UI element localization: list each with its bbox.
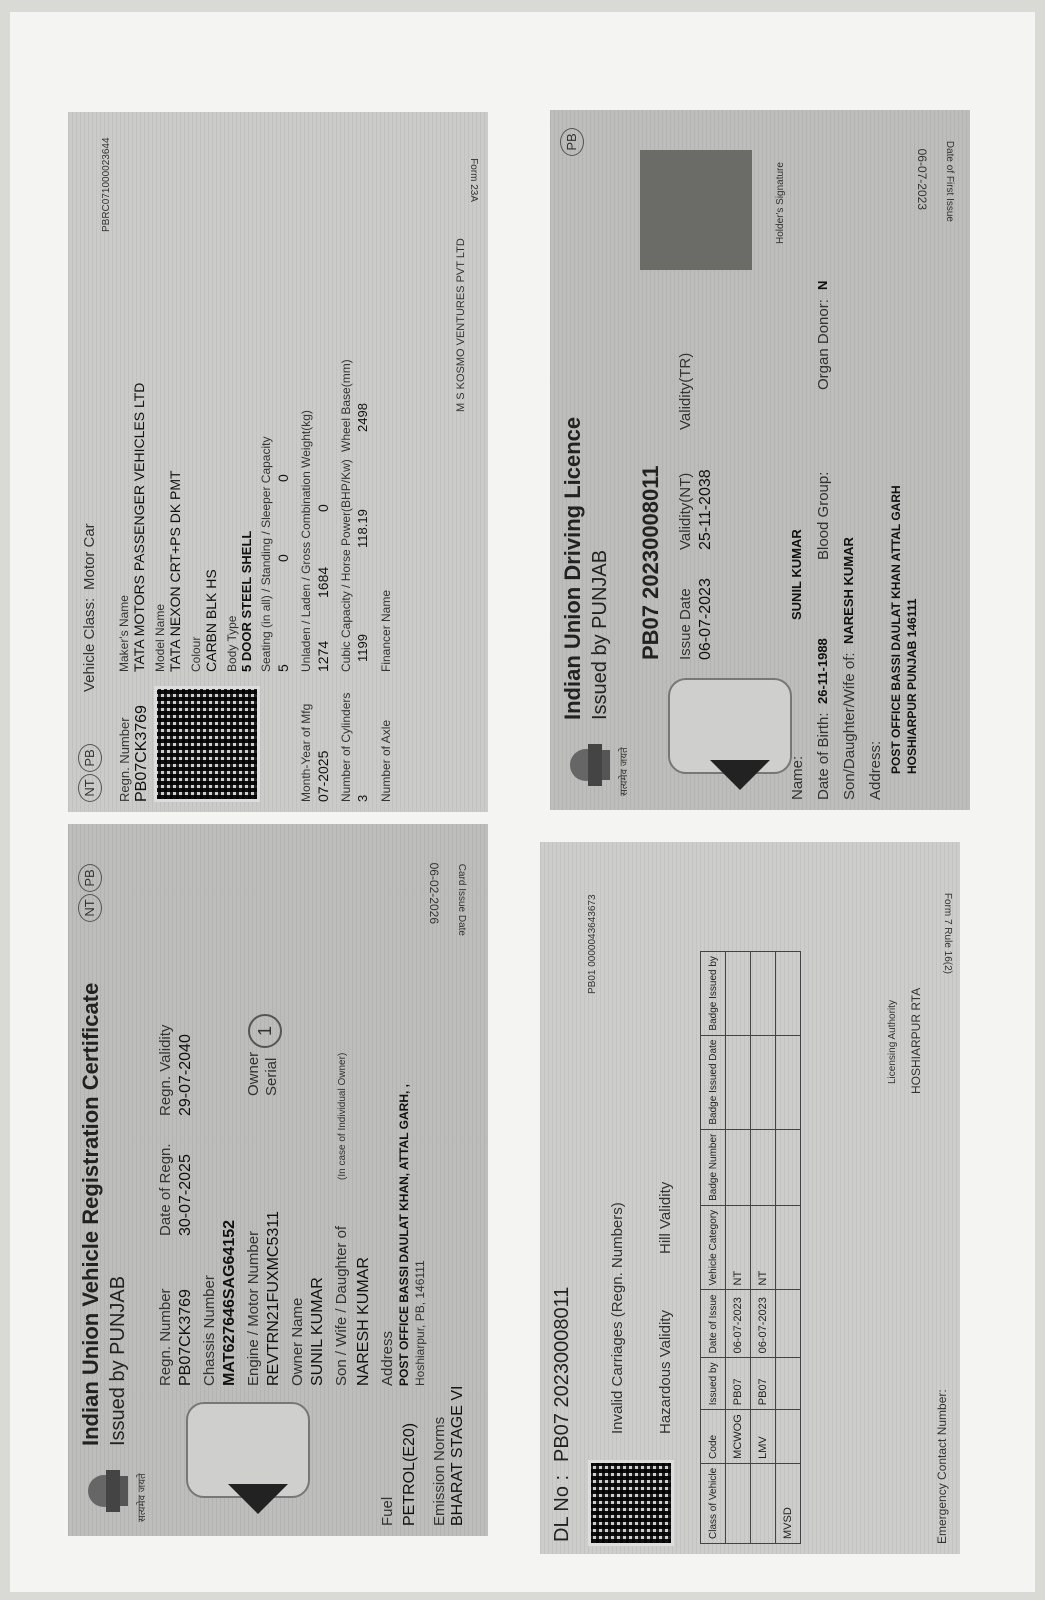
emission-norms: BHARAT STAGE VI xyxy=(449,1385,466,1526)
dl-issued-by: Issued by PUNJAB xyxy=(589,549,611,720)
holder-name: SUNIL KUMAR xyxy=(789,529,804,620)
qr-code xyxy=(154,686,260,802)
card-issue-date: 06-02-2026 xyxy=(427,862,441,924)
standing: 0 xyxy=(275,554,291,562)
owner-serial: 1 xyxy=(248,1014,282,1048)
seating-label: Seating (in all) / Standing / Sleeper Capacity xyxy=(259,436,273,672)
seating: 5 xyxy=(275,664,291,672)
dl-no: PB07 20230008011 xyxy=(551,1286,573,1462)
blood-group-label: Blood Group: xyxy=(815,471,832,560)
rc-front-card xyxy=(68,824,488,1536)
chassis-label: Chassis Number xyxy=(201,1275,218,1386)
fuel-label: Fuel xyxy=(379,1496,396,1526)
dob-label: Date of Birth: xyxy=(815,712,832,800)
col-issued-by: Issued by xyxy=(701,1358,726,1410)
rc-issued-by: Issued by PUNJAB xyxy=(107,1275,129,1446)
body-type: 5 DOOR STEEL SHELL xyxy=(239,530,254,672)
form-label: Form 7 Rule 16(2) xyxy=(942,892,953,974)
unladen-weight: 1274 xyxy=(315,640,331,672)
col-badge-issued-date: Badge Issued Date xyxy=(701,1035,726,1129)
dl-front-card xyxy=(550,110,970,810)
col-badge-issued-by: Badge Issued by xyxy=(701,952,726,1036)
issue-date: 06-07-2023 xyxy=(697,578,714,660)
triangle-mark-icon xyxy=(710,760,770,790)
address-line-2: Hoshiarpur, PB, 146111 xyxy=(413,1260,427,1386)
emergency-contact-label: Emergency Contact Number: xyxy=(935,1389,949,1544)
first-issue-date-label: Date of First Issue xyxy=(944,140,955,222)
date-of-regn: 30-07-2025 xyxy=(177,1154,194,1236)
serial-code: PB01 0000043643673 xyxy=(587,894,598,994)
card-issue-date-label: Card Issue Date xyxy=(456,863,467,936)
model-label: Model Name xyxy=(153,603,167,672)
address-label: Address xyxy=(379,1330,396,1386)
laden-weight: 1684 xyxy=(315,566,331,598)
vehicle-class-table xyxy=(700,951,801,1544)
table-row: MVSD xyxy=(776,952,801,1544)
regn-number: PB07CK3769 xyxy=(133,705,150,802)
wheelbase: 2498 xyxy=(355,403,370,432)
relation-label: Son/Daughter/Wife of: xyxy=(841,652,858,800)
address-line-2: HOSHIARPUR PUNJAB 146111 xyxy=(905,598,919,774)
weight-label: Unladen / Laden / Gross Combination Weight(kg) xyxy=(299,410,313,672)
regn-validity: 29-07-2040 xyxy=(177,1034,194,1116)
issue-date-label: Issue Date xyxy=(677,588,694,660)
colour: CARBN BLK HS xyxy=(203,569,219,672)
rc-title: Indian Union Vehicle Registration Certificate xyxy=(78,982,103,1446)
dob: 26-11-1988 xyxy=(815,638,830,704)
maker-label: Maker's Name xyxy=(117,595,131,672)
authority-label: Licensing Authority xyxy=(887,1000,898,1084)
authority: HOSHIARPUR RTA xyxy=(909,987,923,1094)
serial-code: PBRC071000023644 xyxy=(101,137,112,232)
name-label: Name: xyxy=(789,755,806,800)
validity-tr-label: Validity(TR) xyxy=(677,352,694,430)
nt-badge: NT xyxy=(78,894,102,922)
mfg-label: Month-Year of Mfg xyxy=(299,703,313,802)
cylinders-label: Number of Cylinders xyxy=(339,692,353,802)
dl-back-card xyxy=(540,842,960,1554)
hill-validity-label: Hill Validity xyxy=(657,1181,674,1254)
col-badge-number: Badge Number xyxy=(701,1129,726,1205)
body-type-label: Body Type xyxy=(225,615,239,672)
cc-label: Cubic Capacity / Horse Power(BHP/Kw) xyxy=(339,459,353,672)
dl-title: Indian Union Driving Licence xyxy=(560,416,585,720)
triangle-mark-icon xyxy=(228,1484,288,1514)
financer-label: Financer Name xyxy=(379,589,393,672)
cylinders: 3 xyxy=(355,794,370,802)
organ-donor: N xyxy=(815,280,830,290)
vehicle-class-label: Vehicle Class: xyxy=(81,597,98,692)
hazardous-validity-label: Hazardous Validity xyxy=(657,1310,674,1434)
owner-name: SUNIL KUMAR xyxy=(309,1277,326,1386)
model-name: TATA NEXON CRT+PS DK PMT xyxy=(167,470,183,672)
emission-label: Emission Norms xyxy=(431,1416,448,1526)
col-code: Code xyxy=(701,1410,726,1464)
fuel: PETROL(E20) xyxy=(401,1422,418,1526)
national-emblem-icon xyxy=(76,1456,138,1526)
rc-back-card xyxy=(68,112,488,812)
regn-number-label: Regn. Number xyxy=(157,1288,174,1386)
qr-code xyxy=(588,1460,674,1546)
organ-donor-label: Organ Donor: xyxy=(815,299,832,390)
relation-note: (In case of Individual Owner) xyxy=(337,1052,348,1180)
col-class: Class of Vehicle xyxy=(701,1463,726,1543)
relation-name: NARESH KUMAR xyxy=(355,1257,372,1386)
axle-label: Number of Axle xyxy=(379,719,393,802)
col-vehicle-category: Vehicle Category xyxy=(701,1205,726,1290)
holder-signature-label: Holder's Signature xyxy=(775,162,786,244)
regn-number-label: Regn. Number xyxy=(117,717,132,802)
table-row: MCWOG PB07 06-07-2023 NT xyxy=(726,952,751,1544)
horse-power: 118.19 xyxy=(355,509,370,548)
dl-no-label: DL No : xyxy=(551,1474,573,1542)
gross-weight: 0 xyxy=(315,504,331,512)
maker-name: TATA MOTORS PASSENGER VEHICLES LTD xyxy=(131,382,147,672)
relation-name: NARESH KUMAR xyxy=(841,537,856,644)
owner-serial-label-1: Owner xyxy=(245,1051,262,1096)
dl-number: PB07 20230008011 xyxy=(638,465,663,660)
chassis-number: MAT627646SAG64152 xyxy=(221,1219,238,1386)
table-row: LMV PB07 06-07-2023 NT xyxy=(751,952,776,1544)
vehicle-class: Motor Car xyxy=(81,523,98,590)
cubic-capacity: 1199 xyxy=(355,634,370,662)
emblem-motto: सत्यमेव जयते xyxy=(137,1473,148,1522)
scanned-sheet xyxy=(10,12,1035,1592)
wheelbase-label: Wheel Base(mm) xyxy=(339,359,353,452)
regn-validity-label: Regn. Validity xyxy=(157,1024,174,1116)
dealer: M S KOSMO VENTURES PVT LTD xyxy=(455,238,467,412)
engine-number: REVTRN21FUXMC5311 xyxy=(265,1211,282,1386)
address-line-1: POST OFFICE BASSI DAULAT KHAN ATTAL GARH xyxy=(889,485,903,774)
nt-badge: NT xyxy=(78,774,102,802)
engine-label: Engine / Motor Number xyxy=(245,1230,262,1386)
col-date-of-issue: Date of Issue xyxy=(701,1290,726,1358)
holder-photo xyxy=(640,150,752,270)
sleeper: 0 xyxy=(275,474,291,482)
national-emblem-icon xyxy=(558,730,620,800)
invalid-carriages-label: Invalid Carriages (Regn. Numbers) xyxy=(609,1202,626,1434)
pb-badge: PB xyxy=(78,744,102,772)
date-of-regn-label: Date of Regn. xyxy=(157,1143,174,1236)
mfg: 07-2025 xyxy=(315,750,331,802)
owner-name-label: Owner Name xyxy=(289,1297,306,1386)
emblem-motto: सत्यमेव जयते xyxy=(619,747,630,796)
relation-label: Son / Wife / Daughter of xyxy=(333,1225,350,1386)
validity-nt: 25-11-2038 xyxy=(697,469,714,550)
address-label: Address: xyxy=(867,740,884,800)
pb-badge: PB xyxy=(560,128,584,156)
owner-serial-label-2: Serial xyxy=(263,1057,280,1096)
colour-label: Colour xyxy=(189,636,203,672)
pb-badge: PB xyxy=(78,864,102,892)
first-issue-date: 06-07-2023 xyxy=(915,148,929,210)
regn-number: PB07CK3769 xyxy=(177,1289,194,1386)
validity-nt-label: Validity(NT) xyxy=(677,472,694,550)
form-label: Form 23A xyxy=(468,158,479,202)
address-line-1: POST OFFICE BASSI DAULAT KHAN, ATTAL GARH, , xyxy=(397,1084,411,1386)
